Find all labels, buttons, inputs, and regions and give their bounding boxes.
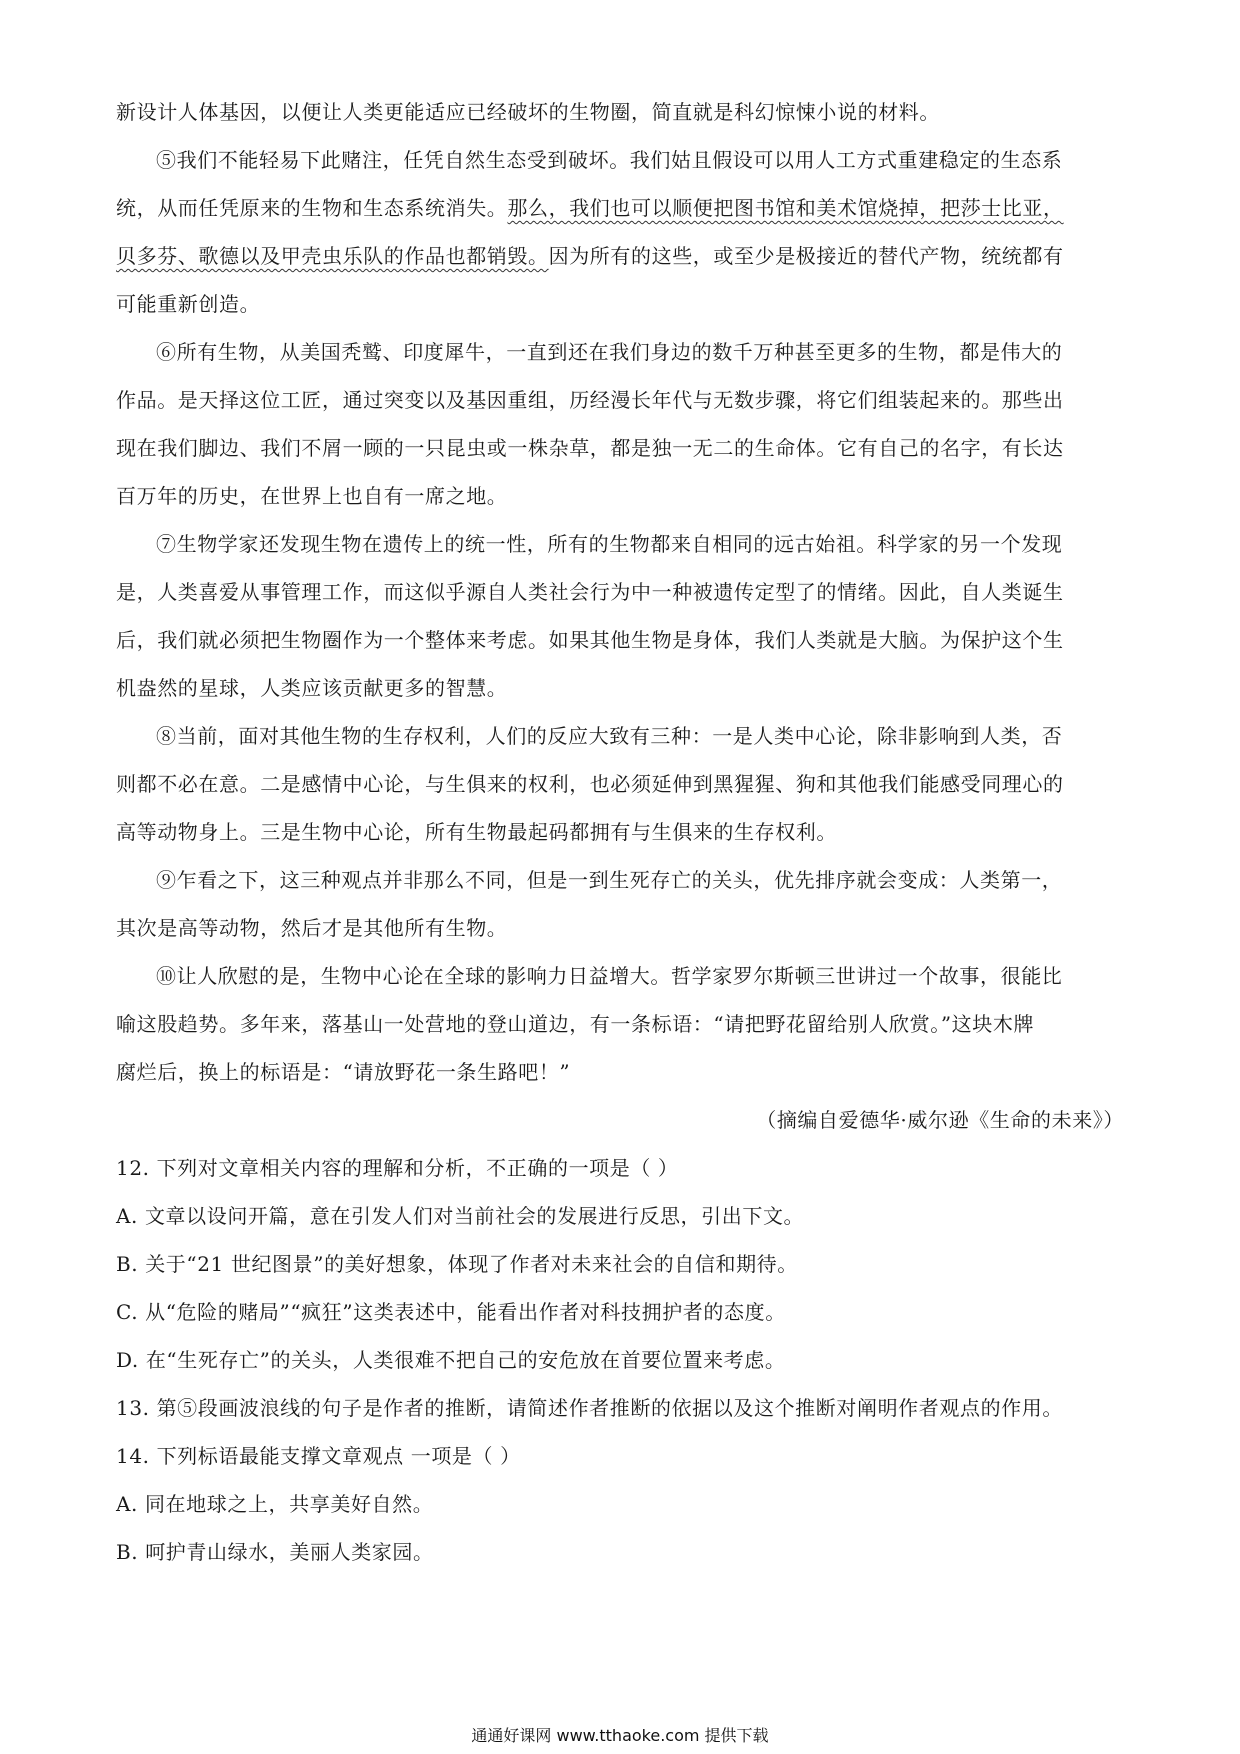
passage-line: 新设计人体基因，以便让人类更能适应已经破坏的生物圈，简直就是科幻惊悚小说的材料。 xyxy=(116,100,940,124)
paragraph-6-start: ⑥所有生物，从美国秃鹫、印度犀牛，一直到还在我们身边的数千万种甚至更多的生物，都是伟大的 xyxy=(156,340,1063,364)
passage-line: 现在我们脚边、我们不屑一顾的一只昆虫或一株杂草，都是独一无二的生命体。它有自己的名字，有长达 xyxy=(116,436,1064,460)
passage-line: 其次是高等动物，然后才是其他所有生物。 xyxy=(116,916,508,940)
paragraph-5-start: ⑤我们不能轻易下此赌注，任凭自然生态受到破坏。我们姑且假设可以用人工方式重建稳定的生态系 xyxy=(156,148,1063,172)
passage-line: 机盎然的星球，人类应该贡献更多的智慧。 xyxy=(116,676,508,700)
wavy-underlined-sentence: 那么，我们也可以顺便把图书馆和美术馆烧掉，把莎士比亚， xyxy=(507,196,1064,220)
question-12: 12. 下列对文章相关内容的理解和分析，不正确的一项是（ ） xyxy=(116,1156,679,1180)
passage-text: 因为所有的这些，或至少是极接近的替代产物，统统都有 xyxy=(548,244,1064,268)
question-12-option-c: C. 从“危险的赌局”“疯狂”这类表述中，能看出作者对科技拥护者的态度。 xyxy=(116,1300,786,1324)
passage-line: 可能重新创造。 xyxy=(116,292,261,316)
passage-line: 喻这股趋势。多年来，落基山一处营地的登山道边，有一条标语：“请把野花留给别人欣赏。”这块木牌 xyxy=(116,1012,1035,1036)
question-12-option-b: B. 关于“21 世纪图景”的美好想象，体现了作者对未来社会的自信和期待。 xyxy=(116,1252,798,1276)
source-citation: （摘编自爱德华·威尔逊《生命的未来》） xyxy=(756,1108,1124,1132)
question-12-option-a: A. 文章以设问开篇，意在引发人们对当前社会的发展进行反思，引出下文。 xyxy=(116,1204,805,1228)
question-14-option-a: A. 同在地球之上，共享美好自然。 xyxy=(116,1492,434,1516)
footer-watermark: 通通好课网 www.tthaoke.com 提供下载 xyxy=(471,1726,769,1745)
passage-line xyxy=(116,195,1064,221)
question-14: 14. 下列标语最能支撑文章观点 一项是（ ） xyxy=(116,1444,521,1468)
passage-line: 腐烂后，换上的标语是：“请放野花一条生路吧！” xyxy=(116,1060,571,1084)
passage-line: 后，我们就必须把生物圈作为一个整体来考虑。如果其他生物是身体，我们人类就是大脑。为保护这个生 xyxy=(116,628,1064,652)
paragraph-9-start: ⑨乍看之下，这三种观点并非那么不同，但是一到生死存亡的关头，优先排序就会变成：人类第一， xyxy=(156,868,1063,892)
wavy-underlined-sentence: 贝多芬、歌德以及甲壳虫乐队的作品也都销毁。 xyxy=(116,244,549,268)
question-14-option-b: B. 呵护青山绿水，美丽人类家园。 xyxy=(116,1540,434,1564)
paragraph-7-start: ⑦生物学家还发现生物在遗传上的统一性，所有的生物都来自相同的远古始祖。科学家的另一个发现 xyxy=(156,532,1063,556)
passage-line xyxy=(116,243,1064,269)
passage-line: 则都不必在意。二是感情中心论，与生俱来的权利，也必须延伸到黑猩猩、狗和其他我们能感受同理心的 xyxy=(116,772,1064,796)
passage-line: 是，人类喜爱从事管理工作，而这似乎源自人类社会行为中一种被遗传定型了的情绪。因此，自人类诞生 xyxy=(116,580,1064,604)
paragraph-10-start: ⑩让人欣慰的是，生物中心论在全球的影响力日益增大。哲学家罗尔斯顿三世讲过一个故事，很能比 xyxy=(156,964,1063,988)
question-12-option-d: D. 在“生死存亡”的关头，人类很难不把自己的安危放在首要位置来考虑。 xyxy=(116,1348,786,1372)
passage-line: 高等动物身上。三是生物中心论，所有生物最起码都拥有与生俱来的生存权利。 xyxy=(116,820,837,844)
passage-text: 统，从而任凭原来的生物和生态系统消失。 xyxy=(116,196,508,220)
paragraph-8-start: ⑧当前，面对其他生物的生存权利，人们的反应大致有三种：一是人类中心论，除非影响到人类，否 xyxy=(156,724,1063,748)
passage-line: 百万年的历史，在世界上也自有一席之地。 xyxy=(116,484,508,508)
question-13: 13. 第⑤段画波浪线的句子是作者的推断，请简述作者推断的依据以及这个推断对阐明作者观点的作用。 xyxy=(116,1396,1063,1420)
passage-line: 作品。是天择这位工匠，通过突变以及基因重组，历经漫长年代与无数步骤，将它们组装起来的。那些出 xyxy=(116,388,1064,412)
